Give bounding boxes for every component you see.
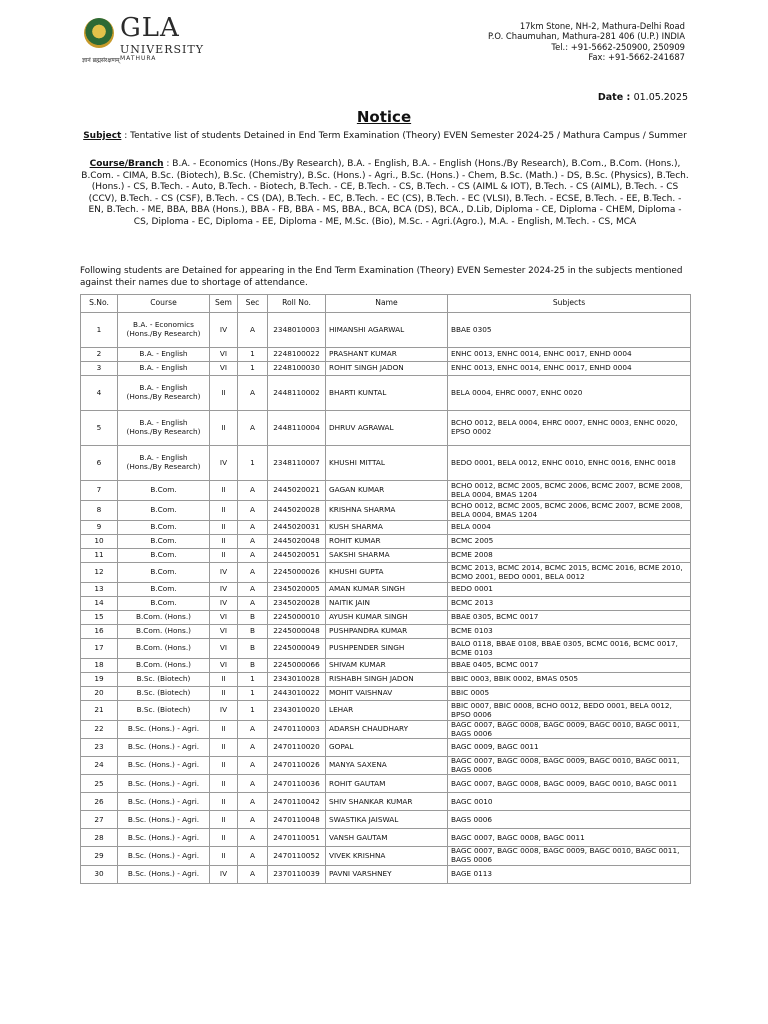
roll-no-cell: 2245000066 xyxy=(268,659,326,673)
course-cell: B.Com. xyxy=(118,521,210,535)
sno-cell: 9 xyxy=(81,521,118,535)
table-body xyxy=(81,313,691,884)
course-cell: B.A. - English (Hons./By Research) xyxy=(118,411,210,446)
course-cell: B.Com. (Hons.) xyxy=(118,639,210,659)
course-cell: B.A. - Economics (Hons./By Research) xyxy=(118,313,210,348)
subjects-cell: BBAE 0405, BCMC 0017 xyxy=(448,659,691,673)
table-row xyxy=(81,549,691,563)
roll-no-cell: 2470110042 xyxy=(268,793,326,811)
sno-cell: 7 xyxy=(81,481,118,501)
subjects-cell: BAGC 0007, BAGC 0008, BAGC 0009, BAGC 0010, BAGC 0011, BAGS 0006 xyxy=(448,757,691,775)
sem-cell: IV xyxy=(210,313,238,348)
sno-cell: 17 xyxy=(81,639,118,659)
course-cell: B.Com. (Hons.) xyxy=(118,625,210,639)
roll-no-cell: 2445020021 xyxy=(268,481,326,501)
course-cell: B.Com. xyxy=(118,501,210,521)
course-cell: B.A. - English (Hons./By Research) xyxy=(118,446,210,481)
name-cell: ADARSH CHAUDHARY xyxy=(326,721,448,739)
sem-cell: II xyxy=(210,811,238,829)
name-cell: RISHABH SINGH JADON xyxy=(326,673,448,687)
sec-cell: A xyxy=(238,583,268,597)
course-cell: B.Sc. (Hons.) - Agri. xyxy=(118,829,210,847)
sno-cell: 13 xyxy=(81,583,118,597)
notice-date: Date : 01.05.2025 xyxy=(597,92,688,103)
table-row xyxy=(81,701,691,721)
sno-cell: 8 xyxy=(81,501,118,521)
course-cell: B.Com. xyxy=(118,549,210,563)
address-line: Tel.: +91-5662-250900, 250909 xyxy=(551,41,685,52)
subject-line: Subject : Tentative list of students Detained in End Term Examination (Theory) EVEN Semester 2024-25 / Mathura Campus / Summer xyxy=(83,131,687,141)
name-cell: ROHIT KUMAR xyxy=(326,535,448,549)
logo-text: GLA xyxy=(120,13,180,43)
table-row xyxy=(81,313,691,348)
subjects-cell: BBAE 0305, BCMC 0017 xyxy=(448,611,691,625)
sec-cell: A xyxy=(238,721,268,739)
course-cell: B.Com. xyxy=(118,563,210,583)
roll-no-cell: 2443010022 xyxy=(268,687,326,701)
table-row xyxy=(81,673,691,687)
address-line: P.O. Chaumuhan, Mathura-281 406 (U.P.) INDIA xyxy=(487,31,685,42)
sec-cell: A xyxy=(238,376,268,411)
sec-cell: 1 xyxy=(238,687,268,701)
name-cell: GAGAN KUMAR xyxy=(326,481,448,501)
name-cell: ROHIT GAUTAM xyxy=(326,775,448,793)
table-row xyxy=(81,563,691,583)
detained-students-table xyxy=(80,294,691,884)
course-cell: B.Sc. (Hons.) - Agri. xyxy=(118,721,210,739)
sec-cell: B xyxy=(238,659,268,673)
name-cell: SWASTIKA JAISWAL xyxy=(326,811,448,829)
roll-no-cell: 2245000010 xyxy=(268,611,326,625)
subjects-cell: BAGC 0007, BAGC 0008, BAGC 0009, BAGC 0010, BAGC 0011 xyxy=(448,775,691,793)
subjects-cell: BCMC 2013 xyxy=(448,597,691,611)
column-header-sem: Sem xyxy=(210,295,238,313)
name-cell: MANYA SAXENA xyxy=(326,757,448,775)
roll-no-cell: 2470110048 xyxy=(268,811,326,829)
sem-cell: II xyxy=(210,535,238,549)
table-row xyxy=(81,847,691,865)
roll-no-cell: 2343010028 xyxy=(268,673,326,687)
sem-cell: II xyxy=(210,829,238,847)
name-cell: PRASHANT KUMAR xyxy=(326,348,448,362)
roll-no-cell: 2470110036 xyxy=(268,775,326,793)
sno-cell: 14 xyxy=(81,597,118,611)
roll-no-cell: 2248100030 xyxy=(268,362,326,376)
subjects-cell: BCHO 0012, BELA 0004, EHRC 0007, ENHC 0003, ENHC 0020, EPSO 0002 xyxy=(448,411,691,446)
page-title: Notice xyxy=(356,108,412,126)
sem-cell: IV xyxy=(210,865,238,883)
subjects-cell: BAGC 0007, BAGC 0008, BAGC 0009, BAGC 0010, BAGC 0011, BAGS 0006 xyxy=(448,847,691,865)
sno-cell: 27 xyxy=(81,811,118,829)
subjects-cell: BELA 0004 xyxy=(448,521,691,535)
sec-cell: A xyxy=(238,739,268,757)
sno-cell: 23 xyxy=(81,739,118,757)
column-header-sec: Sec xyxy=(238,295,268,313)
sec-cell: A xyxy=(238,847,268,865)
sno-cell: 5 xyxy=(81,411,118,446)
name-cell: SHIVAM KUMAR xyxy=(326,659,448,673)
sem-cell: IV xyxy=(210,597,238,611)
sec-cell: 1 xyxy=(238,701,268,721)
subjects-cell: BEDO 0001 xyxy=(448,583,691,597)
table-row xyxy=(81,865,691,883)
sem-cell: VI xyxy=(210,362,238,376)
logo-subtitle: UNIVERSITY xyxy=(120,43,204,56)
sno-cell: 1 xyxy=(81,313,118,348)
sec-cell: 1 xyxy=(238,348,268,362)
sno-cell: 29 xyxy=(81,847,118,865)
course-cell: B.Sc. (Hons.) - Agri. xyxy=(118,739,210,757)
roll-no-cell: 2445020031 xyxy=(268,521,326,535)
table-row xyxy=(81,521,691,535)
name-cell: ROHIT SINGH JADON xyxy=(326,362,448,376)
intro-paragraph: Following students are Detained for appearing in the End Term Examination (Theory) EVEN Semester 2024-25 in the subjects mentioned against their names due to shortage of attendance. xyxy=(80,266,683,288)
roll-no-cell: 2470110051 xyxy=(268,829,326,847)
sem-cell: IV xyxy=(210,563,238,583)
name-cell: HIMANSHI AGARWAL xyxy=(326,313,448,348)
subjects-cell: ENHC 0013, ENHC 0014, ENHC 0017, ENHD 0004 xyxy=(448,348,691,362)
sec-cell: A xyxy=(238,829,268,847)
name-cell: AYUSH KUMAR SINGH xyxy=(326,611,448,625)
column-header-roll-no: Roll No. xyxy=(268,295,326,313)
roll-no-cell: 2445020028 xyxy=(268,501,326,521)
subjects-cell: BBIC 0003, BBIK 0002, BMAS 0505 xyxy=(448,673,691,687)
name-cell: PUSHPENDER SINGH xyxy=(326,639,448,659)
sem-cell: II xyxy=(210,673,238,687)
subjects-cell: BAGE 0113 xyxy=(448,865,691,883)
course-cell: B.Sc. (Hons.) - Agri. xyxy=(118,775,210,793)
roll-no-cell: 2345020028 xyxy=(268,597,326,611)
sno-cell: 18 xyxy=(81,659,118,673)
sem-cell: II xyxy=(210,501,238,521)
name-cell: MOHIT VAISHNAV xyxy=(326,687,448,701)
sem-cell: IV xyxy=(210,583,238,597)
column-header-course: Course xyxy=(118,295,210,313)
sem-cell: VI xyxy=(210,611,238,625)
sno-cell: 22 xyxy=(81,721,118,739)
course-cell: B.A. - English xyxy=(118,348,210,362)
sno-cell: 6 xyxy=(81,446,118,481)
subjects-cell: BALO 0118, BBAE 0108, BBAE 0305, BCMC 0016, BCMC 0017, BCME 0103 xyxy=(448,639,691,659)
sec-cell: A xyxy=(238,865,268,883)
course-cell: B.Com. xyxy=(118,597,210,611)
sno-cell: 28 xyxy=(81,829,118,847)
sno-cell: 4 xyxy=(81,376,118,411)
sem-cell: IV xyxy=(210,446,238,481)
table-row xyxy=(81,348,691,362)
course-cell: B.Com. (Hons.) xyxy=(118,659,210,673)
sem-cell: II xyxy=(210,411,238,446)
sem-cell: VI xyxy=(210,625,238,639)
sno-cell: 16 xyxy=(81,625,118,639)
sno-cell: 21 xyxy=(81,701,118,721)
name-cell: LEHAR xyxy=(326,701,448,721)
column-header-sno: S.No. xyxy=(81,295,118,313)
subjects-cell: BAGC 0007, BAGC 0008, BAGC 0009, BAGC 0010, BAGC 0011, BAGS 0006 xyxy=(448,721,691,739)
subjects-cell: BAGC 0007, BAGC 0008, BAGC 0011 xyxy=(448,829,691,847)
course-cell: B.A. - English xyxy=(118,362,210,376)
sem-cell: IV xyxy=(210,701,238,721)
course-cell: B.Sc. (Hons.) - Agri. xyxy=(118,811,210,829)
name-cell: SAKSHI SHARMA xyxy=(326,549,448,563)
sem-cell: VI xyxy=(210,659,238,673)
university-address xyxy=(488,21,685,63)
sec-cell: B xyxy=(238,611,268,625)
course-cell: B.Sc. (Biotech) xyxy=(118,701,210,721)
sem-cell: II xyxy=(210,721,238,739)
sec-cell: A xyxy=(238,597,268,611)
roll-no-cell: 2245000048 xyxy=(268,625,326,639)
course-cell: B.Sc. (Biotech) xyxy=(118,673,210,687)
address-line: Fax: +91-5662-241687 xyxy=(588,52,685,63)
date-value: 01.05.2025 xyxy=(633,92,688,103)
sec-cell: A xyxy=(238,757,268,775)
subjects-cell: BCHO 0012, BCMC 2005, BCMC 2006, BCMC 2007, BCME 2008, BELA 0004, BMAS 1204 xyxy=(448,481,691,501)
subjects-cell: BBIC 0007, BBIC 0008, BCHO 0012, BEDO 0001, BELA 0012, BPSO 0006 xyxy=(448,701,691,721)
name-cell: VIVEK KRISHNA xyxy=(326,847,448,865)
logo-city: MATHURA xyxy=(120,55,157,62)
sno-cell: 2 xyxy=(81,348,118,362)
sec-cell: A xyxy=(238,481,268,501)
course-branch: Course/Branch : B.A. - Economics (Hons./By Research), B.A. - English, B.A. - English (Hons./By Research), B.Com., B.Com. (Hons.), B.Com. - CIMA, B.Sc. (Biotech), B.Sc. (Chemistry), B.Sc. (Hons.) - Agri., B.Sc. (Hons.) - Chem, B.Sc. (Math.) - DS, B.Sc. (Physics), B.Tech. (Hons.) - CS, B.Tech. - Auto, B.Tech. - Biotech, B.Tech. - CE, B.Tech. - CS, B.Tech. - CS (AIML & IOT), B.Tech. - CS (AIML), B.Tech. - CS (CCV), B.Tech. - CS (CSF), B.Tech. - CS (DA), B.Tech. - EC, B.Tech. - EC (CS), B.Tech. - EC (VLSI), B.Tech. - ECSE, B.Tech. - EE, B.Tech. - EN, B.Tech. - ME, BBA, BBA (Hons.), BBA - FB, BBA - MS, BBA., BCA, BCA (DS), BCA., D.Lib, Diploma - CE, Diploma - CHEM, Diploma - CS, Diploma - EC, Diploma - EE, Diploma - ME, M.Sc. (Bio), M.Sc. - Agri.(Agro.), M.A. - English, M.Tech. - CS, MCA xyxy=(81,159,689,227)
sec-cell: 1 xyxy=(238,673,268,687)
subjects-cell: BEDO 0001, BELA 0012, ENHC 0010, ENHC 0016, ENHC 0018 xyxy=(448,446,691,481)
sno-cell: 19 xyxy=(81,673,118,687)
sno-cell: 12 xyxy=(81,563,118,583)
name-cell: KHUSHI MITTAL xyxy=(326,446,448,481)
subjects-cell: BELA 0004, EHRC 0007, ENHC 0020 xyxy=(448,376,691,411)
course-cell: B.Sc. (Hons.) - Agri. xyxy=(118,865,210,883)
sem-cell: II xyxy=(210,376,238,411)
table-row xyxy=(81,639,691,659)
roll-no-cell: 2470110020 xyxy=(268,739,326,757)
table-row xyxy=(81,811,691,829)
sem-cell: II xyxy=(210,521,238,535)
name-cell: KHUSHI GUPTA xyxy=(326,563,448,583)
course-cell: B.Com. xyxy=(118,481,210,501)
course-cell: B.Sc. (Hons.) - Agri. xyxy=(118,793,210,811)
subjects-cell: BCMC 2013, BCMC 2014, BCMC 2015, BCMC 2016, BCME 2010, BCMO 2001, BEDO 0001, BELA 0012 xyxy=(448,563,691,583)
sec-cell: A xyxy=(238,549,268,563)
table-row xyxy=(81,659,691,673)
sem-cell: II xyxy=(210,793,238,811)
sno-cell: 10 xyxy=(81,535,118,549)
roll-no-cell: 2445020051 xyxy=(268,549,326,563)
address-line: 17km Stone, NH-2, Mathura-Delhi Road xyxy=(519,21,685,31)
roll-no-cell: 2370110039 xyxy=(268,865,326,883)
logo-motto: ज्ञानं ब्रह्मसंरक्षणम् xyxy=(82,57,120,64)
sec-cell: 1 xyxy=(238,362,268,376)
course-label: Course/Branch xyxy=(89,159,164,169)
sec-cell: A xyxy=(238,535,268,549)
subjects-cell: BBAE 0305 xyxy=(448,313,691,348)
table-row xyxy=(81,829,691,847)
roll-no-cell: 2448110004 xyxy=(268,411,326,446)
table-row xyxy=(81,501,691,521)
sno-cell: 24 xyxy=(81,757,118,775)
name-cell: BHARTI KUNTAL xyxy=(326,376,448,411)
university-seal-icon xyxy=(84,18,114,48)
subjects-cell: BCMC 2005 xyxy=(448,535,691,549)
sem-cell: II xyxy=(210,757,238,775)
course-cell: B.Com. xyxy=(118,535,210,549)
table-row xyxy=(81,411,691,446)
roll-no-cell: 2348110007 xyxy=(268,446,326,481)
roll-no-cell: 2245000049 xyxy=(268,639,326,659)
table-row xyxy=(81,721,691,739)
sno-cell: 3 xyxy=(81,362,118,376)
table-row xyxy=(81,535,691,549)
course-text: B.A. - Economics (Hons./By Research), B.A. - English, B.A. - English (Hons./By Research), B.Com., B.Com. (Hons.), B.Com. - CIMA, B.Sc. (Biotech), B.Sc. (Chemistry), B.Sc. (Hons.) - Agri., B.Sc. (Hons.) - Chem, B.Sc. (Math.) - DS, B.Sc. (Physics), B.Tech. (Hons.) - CS, B.Tech. - Auto, B.Tech. - Biotech, B.Tech. - CE, B.Tech. - CS, B.Tech. - CS (AIML & IOT), B.Tech. - CS (AIML), B.Tech. - CS (CCV), B.Tech. - CS (CSF), B.Tech. - CS (DA), B.Tech. - EC, B.Tech. - EC (CS), B.Tech. - EC (VLSI), B.Tech. - ECSE, B.Tech. - EE, B.Tech. - EN, B.Tech. - ME, BBA, BBA (Hons.), BBA - FB, BBA - MS, BBA., BCA, BCA (DS), BCA., D.Lib, Diploma - CE, Diploma - CHEM, Diploma - CS, Diploma - EC, Diploma - EE, Diploma - ME, M.Sc. (Bio), M.Sc. - Agri.(Agro.), M.A. - English, M.Tech. - CS, MCA xyxy=(81,159,689,227)
subjects-cell: BCME 2008 xyxy=(448,549,691,563)
table-row xyxy=(81,446,691,481)
subjects-cell: BCHO 0012, BCMC 2005, BCMC 2006, BCMC 2007, BCME 2008, BELA 0004, BMAS 1204 xyxy=(448,501,691,521)
name-cell: VANSH GAUTAM xyxy=(326,829,448,847)
roll-no-cell: 2248100022 xyxy=(268,348,326,362)
course-cell: B.A. - English (Hons./By Research) xyxy=(118,376,210,411)
subjects-cell: BBIC 0005 xyxy=(448,687,691,701)
sno-cell: 11 xyxy=(81,549,118,563)
sem-cell: VI xyxy=(210,348,238,362)
table-row xyxy=(81,481,691,501)
sno-cell: 20 xyxy=(81,687,118,701)
subjects-cell: BAGS 0006 xyxy=(448,811,691,829)
roll-no-cell: 2348010003 xyxy=(268,313,326,348)
sec-cell: B xyxy=(238,625,268,639)
name-cell: KUSH SHARMA xyxy=(326,521,448,535)
sec-cell: A xyxy=(238,411,268,446)
roll-no-cell: 2470110003 xyxy=(268,721,326,739)
table-row xyxy=(81,775,691,793)
name-cell: AMAN KUMAR SINGH xyxy=(326,583,448,597)
sno-cell: 26 xyxy=(81,793,118,811)
sec-cell: A xyxy=(238,811,268,829)
sec-cell: A xyxy=(238,313,268,348)
course-cell: B.Com. xyxy=(118,583,210,597)
roll-no-cell: 2345020005 xyxy=(268,583,326,597)
subjects-cell: ENHC 0013, ENHC 0014, ENHC 0017, ENHD 0004 xyxy=(448,362,691,376)
sec-cell: A xyxy=(238,793,268,811)
date-label: Date xyxy=(597,92,624,103)
sno-cell: 15 xyxy=(81,611,118,625)
subjects-cell: BAGC 0010 xyxy=(448,793,691,811)
sem-cell: II xyxy=(210,687,238,701)
name-cell: DHRUV AGRAWAL xyxy=(326,411,448,446)
subject-text: Tentative list of students Detained in End Term Examination (Theory) EVEN Semester 2024-25 / Mathura Campus / Summer xyxy=(130,131,687,141)
name-cell: NAITIK JAIN xyxy=(326,597,448,611)
roll-no-cell: 2343010020 xyxy=(268,701,326,721)
sec-cell: A xyxy=(238,501,268,521)
sem-cell: II xyxy=(210,481,238,501)
table-row xyxy=(81,597,691,611)
table-row xyxy=(81,687,691,701)
course-cell: B.Sc. (Hons.) - Agri. xyxy=(118,757,210,775)
table-row xyxy=(81,376,691,411)
sec-cell: B xyxy=(238,639,268,659)
column-header-subjects: Subjects xyxy=(448,295,691,313)
roll-no-cell: 2245000026 xyxy=(268,563,326,583)
roll-no-cell: 2445020048 xyxy=(268,535,326,549)
table-row xyxy=(81,362,691,376)
table-header-row xyxy=(81,295,691,313)
sem-cell: II xyxy=(210,775,238,793)
sem-cell: II xyxy=(210,549,238,563)
name-cell: GOPAL xyxy=(326,739,448,757)
university-logo xyxy=(80,14,210,68)
table-row xyxy=(81,625,691,639)
sec-cell: A xyxy=(238,563,268,583)
sec-cell: A xyxy=(238,775,268,793)
name-cell: PUSHPANDRA KUMAR xyxy=(326,625,448,639)
subjects-cell: BAGC 0009, BAGC 0011 xyxy=(448,739,691,757)
name-cell: SHIV SHANKAR KUMAR xyxy=(326,793,448,811)
roll-no-cell: 2470110026 xyxy=(268,757,326,775)
sno-cell: 25 xyxy=(81,775,118,793)
sec-cell: A xyxy=(238,521,268,535)
sem-cell: II xyxy=(210,847,238,865)
sno-cell: 30 xyxy=(81,865,118,883)
sem-cell: II xyxy=(210,739,238,757)
roll-no-cell: 2448110002 xyxy=(268,376,326,411)
table-row xyxy=(81,739,691,757)
table-row xyxy=(81,793,691,811)
subjects-cell: BCME 0103 xyxy=(448,625,691,639)
subject-label: Subject xyxy=(83,131,122,141)
course-cell: B.Com. (Hons.) xyxy=(118,611,210,625)
table-row xyxy=(81,611,691,625)
table-row xyxy=(81,757,691,775)
sem-cell: VI xyxy=(210,639,238,659)
column-header-name: Name xyxy=(326,295,448,313)
course-cell: B.Sc. (Biotech) xyxy=(118,687,210,701)
sec-cell: 1 xyxy=(238,446,268,481)
course-cell: B.Sc. (Hons.) - Agri. xyxy=(118,847,210,865)
name-cell: KRISHNA SHARMA xyxy=(326,501,448,521)
table-row xyxy=(81,583,691,597)
roll-no-cell: 2470110052 xyxy=(268,847,326,865)
name-cell: PAVNI VARSHNEY xyxy=(326,865,448,883)
